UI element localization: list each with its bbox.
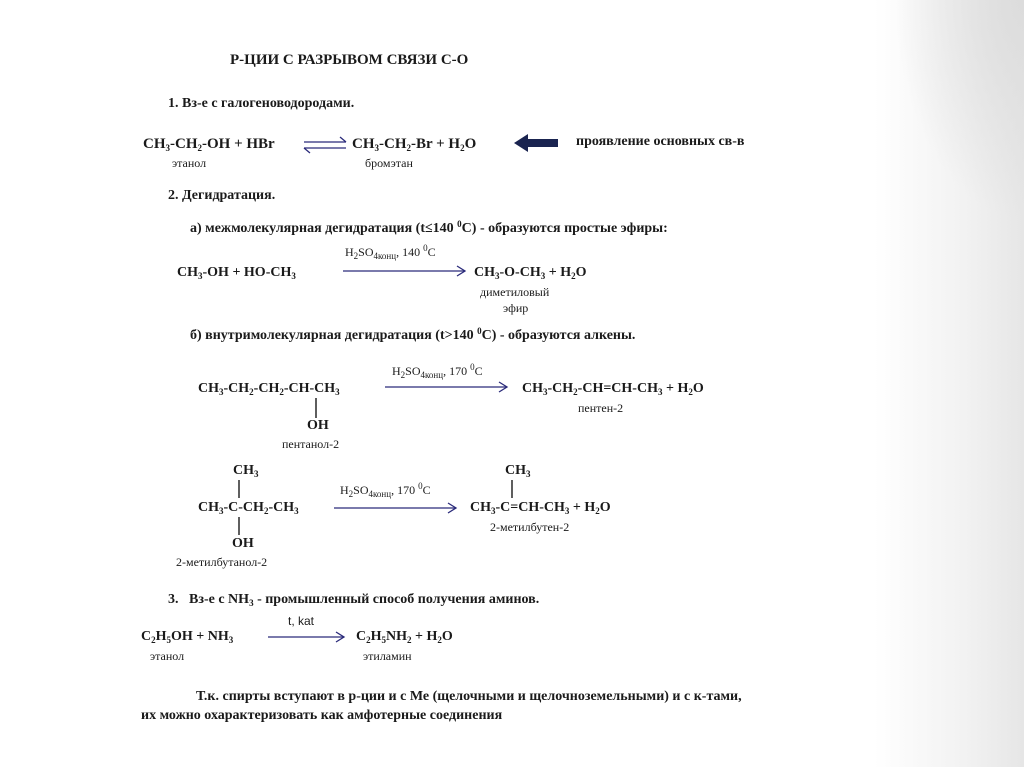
s2-b2-ch3-branch: $CH_3$: [233, 463, 259, 479]
s3-reactant-name: этанол: [150, 649, 185, 663]
reaction-arrow-icon: [268, 631, 348, 643]
s2-a-condition: $H_2SO_{4конц}$, 140 $^0$C: [345, 243, 436, 261]
s2-b2-product-name: 2-метилбутен-2: [490, 520, 570, 534]
s2-b2-condition: $H_2SO_{4конц}$, 170 $^0$C: [340, 481, 431, 499]
section-1-heading: 1. Вз-е с галогеноводородами.: [168, 96, 355, 111]
s2-b2-reactant: $CH_3-C-CH_2-CH_3$: [198, 500, 299, 516]
reaction-arrow-icon: [385, 381, 511, 393]
s1-reactant-name: этанол: [172, 156, 207, 170]
s3-reactants: $C_2H_5OH + NH_3$: [141, 629, 234, 645]
page-title: Р-ЦИИ С РАЗРЫВОМ СВЯЗИ С-О: [230, 52, 469, 68]
s2-a-heading: а) межмолекулярная дегидратация (t≤140 $^0$С) - образуются простые эфиры:: [190, 219, 668, 236]
s2-b1-reactant-name: пентанол-2: [282, 437, 340, 451]
s2-b2-reactant-name: 2-метилбутанол-2: [176, 555, 268, 569]
s2-a-reactants: $CH_3-OH + HO-CH_3$: [177, 265, 296, 281]
section-2-heading: 2. Дегидратация.: [168, 188, 276, 203]
conclusion-line-2: их можно охарактеризовать как амфотерные соединения: [141, 708, 503, 723]
bond-line-icon: [237, 517, 241, 535]
s2-b1-reactant: $CH_3-CH_2-CH_2-CH-CH_3$: [198, 381, 340, 397]
left-pointing-arrow-icon: [512, 132, 560, 154]
reaction-arrow-icon: [343, 265, 469, 277]
bond-line-icon: [314, 398, 318, 418]
s2-b1-product-name: пентен-2: [578, 401, 624, 415]
s3-products: $C_2H_5NH_2 + H_2O$: [356, 629, 453, 645]
s2-a-product-name-line2: эфир: [503, 301, 529, 315]
conclusion-line-1: Т.к. спирты вступают в р-ции и с Ме (щелочными и щелочноземельными) и с к-тами,: [196, 689, 742, 704]
s1-product-name: бромэтан: [365, 156, 413, 170]
reaction-arrow-icon: [334, 502, 460, 514]
section-3-heading: 3. Вз-е с $NH_3$ - промышленный способ получения аминов.: [168, 592, 540, 608]
s3-product-name: этиламин: [363, 649, 412, 663]
s3-condition: t, kat: [288, 614, 315, 628]
s2-b1-oh: OH: [307, 418, 329, 433]
s1-reactants: $CH_3-CH_2-OH$ + HBr: [143, 136, 275, 153]
equilibrium-arrow-icon: [302, 134, 348, 156]
s1-note: проявление основных св-в: [576, 134, 745, 149]
bond-line-icon: [510, 480, 514, 498]
s2-b1-products: $CH_3-CH_2-CH=CH-CH_3 + H_2O$: [522, 381, 704, 397]
s2-a-products: $CH_3-O-CH_3 + H_2O$: [474, 265, 587, 281]
s2-b-heading: б) внутримолекулярная дегидратация (t>140 $^0$С) - образуются алкены.: [190, 326, 636, 343]
s2-b1-condition: $H_2SO_{4конц}$, 170 $^0$C: [392, 362, 483, 380]
bond-line-icon: [237, 480, 241, 498]
s2-b2-oh: OH: [232, 536, 254, 551]
s2-b2-products: $CH_3-C=CH-CH_3 + H_2O$: [470, 500, 611, 516]
s1-products: $CH_3-CH_2-Br + H_2O$: [352, 136, 477, 153]
page-curl-corner: [894, 0, 1024, 220]
s2-b2-product-ch3-branch: $CH_3$: [505, 463, 531, 479]
s2-a-product-name-line1: диметиловый: [480, 285, 550, 299]
